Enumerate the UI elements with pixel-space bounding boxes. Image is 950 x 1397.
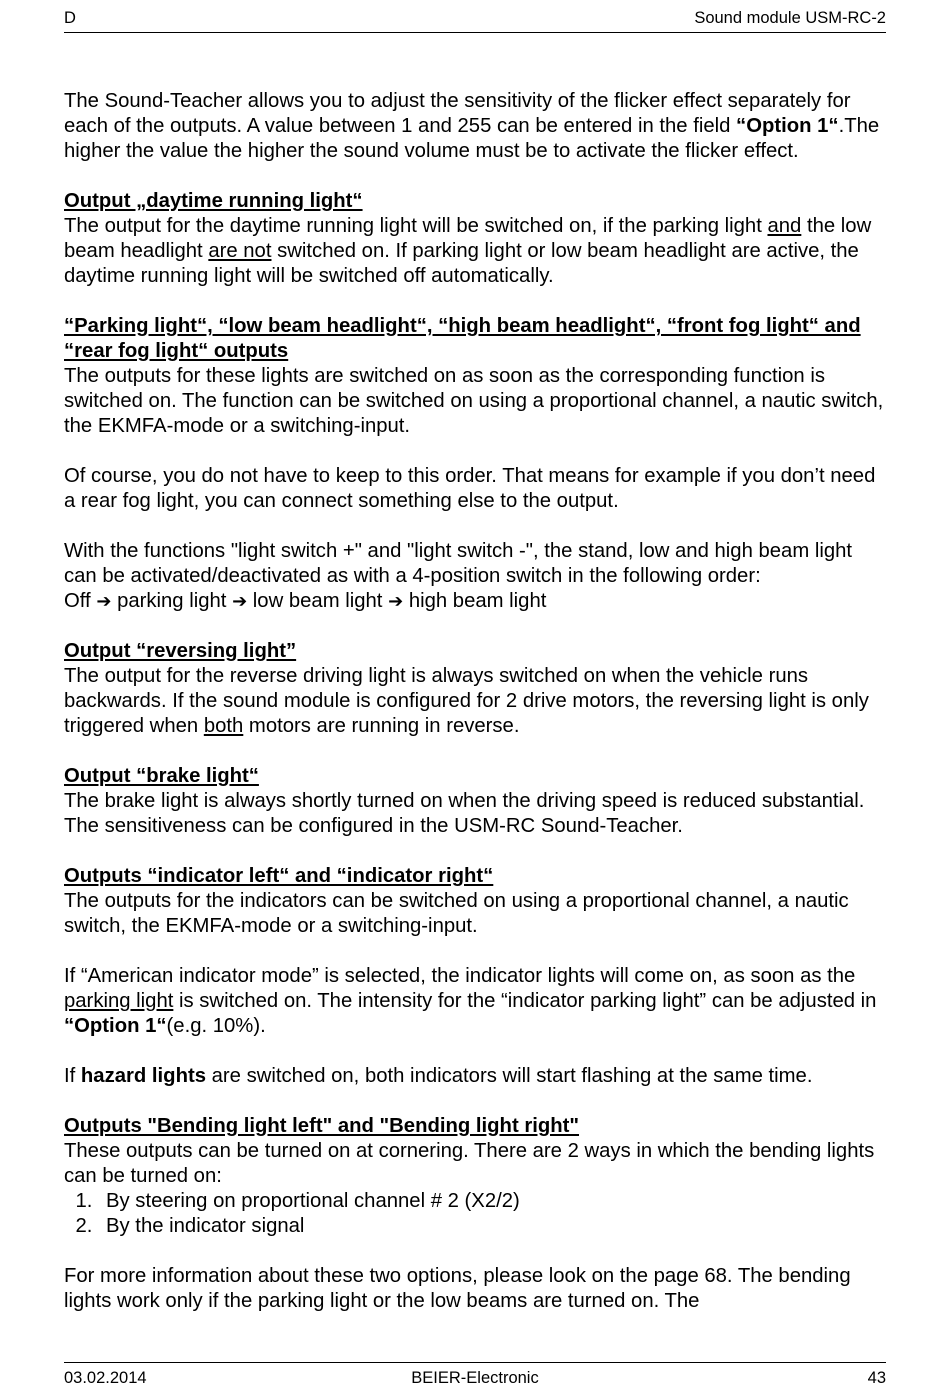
bending-heading: Outputs "Bending light left" and "Bending light right" — [64, 1115, 580, 1137]
reversing-section: Output “reversing light” The output for the reverse driving light is always switched on when the vehicle runs backwards. If the sound module is configured for 2 drive motors, the reversing light is only triggered when both motors are running in reverse. — [64, 639, 890, 739]
reversing-heading: Output “reversing light” — [64, 640, 297, 662]
sequence-item-parking: parking light — [117, 590, 227, 612]
more-info-paragraph: For more information about these two options, please look on the page 68. The bending lights work only if the parking light or the low beams are turned on. The — [64, 1265, 851, 1312]
brake-heading: Output “brake light“ — [64, 765, 259, 787]
american-mode-paragraph: If “American indicator mode” is selected, the indicator lights will come on, as soon as the parking light is switched on. The intensity for the “indicator parking light” can be adjusted in “Option 1“(e.g. 10%). — [64, 965, 877, 1037]
bending-text: These outputs can be turned on at cornering. There are 2 ways in which the bending lights can be turned on: — [64, 1140, 875, 1187]
header-document-title: Sound module USM-RC-2 — [694, 9, 886, 27]
page-footer — [64, 1362, 886, 1393]
arrow-right-icon: ➔ — [232, 591, 248, 612]
footer-company: BEIER-Electronic — [411, 1369, 539, 1387]
page-number: 43 — [867, 1369, 886, 1387]
light-switch-paragraph: With the functions "light switch +" and "light switch -", the stand, low and high beam light can be activated/deactivated as with a 4-position switch in the following order: Off ➔ parking light ➔ low beam light ➔ high beam light — [64, 540, 853, 612]
parking-section — [64, 314, 890, 439]
arrow-right-icon: ➔ — [388, 591, 404, 612]
bending-list — [64, 1189, 890, 1239]
indicator-text: The outputs for the indicators can be switched on using a proportional channel, a nautic switch, the EKMFA-mode or a switching-input. — [64, 890, 849, 937]
parking-text: The outputs for these lights are switched on as soon as the corresponding function is switched on. The function can be switched on using a proportional channel, a nautic switch, the EKMFA-mode or a switching-input. — [64, 365, 884, 437]
indicator-heading: Outputs “indicator left“ and “indicator right“ — [64, 865, 494, 887]
arrow-right-icon: ➔ — [96, 591, 112, 612]
option-1-label: “Option 1“ — [64, 1015, 167, 1037]
brake-text: The brake light is always shortly turned on when the driving speed is reduced substantial. The sensitiveness can be configured in the USM-RC Sound-Teacher. — [64, 790, 865, 837]
sequence-item-off: Off — [64, 590, 91, 612]
page-body — [64, 89, 890, 1314]
indicator-section — [64, 864, 890, 939]
list-item: 2. By the indicator signal — [98, 1214, 890, 1239]
bending-section — [64, 1114, 890, 1189]
brake-section — [64, 764, 890, 839]
header-section-letter: D — [64, 9, 76, 27]
intro-paragraph: The Sound-Teacher allows you to adjust the sensitivity of the flicker effect separately for each of the outputs. A value between 1 and 255 can be entered in the field “Option 1“.The higher the value the higher the sound volume must be to activate the flicker effect. — [64, 90, 880, 162]
option-1-label: “Option 1“ — [736, 115, 839, 137]
hazard-paragraph: If hazard lights are switched on, both indicators will start flashing at the same time. — [64, 1065, 813, 1087]
sequence-item-high-beam: high beam light — [408, 590, 547, 612]
list-item: 1. By steering on proportional channel # 2 (X2/2) — [98, 1189, 890, 1214]
sequence-item-low-beam: low beam light — [252, 590, 383, 612]
parking-heading: “Parking light“, “low beam headlight“, “high beam headlight“, “front fog light“ and “rear fog light“ outputs — [64, 315, 861, 362]
order-paragraph: Of course, you do not have to keep to this order. That means for example if you don’t need a rear fog light, you can connect something else to the output. — [64, 465, 876, 512]
drl-section: Output „daytime running light“ The output for the daytime running light will be switched on, if the parking light and the low beam headlight are not switched on. If parking light or low beam headlight are active, the daytime running light will be switched off automatically. — [64, 189, 890, 289]
page-header — [64, 8, 886, 33]
drl-heading: Output „daytime running light“ — [64, 190, 363, 212]
footer-date: 03.02.2014 — [64, 1369, 147, 1387]
